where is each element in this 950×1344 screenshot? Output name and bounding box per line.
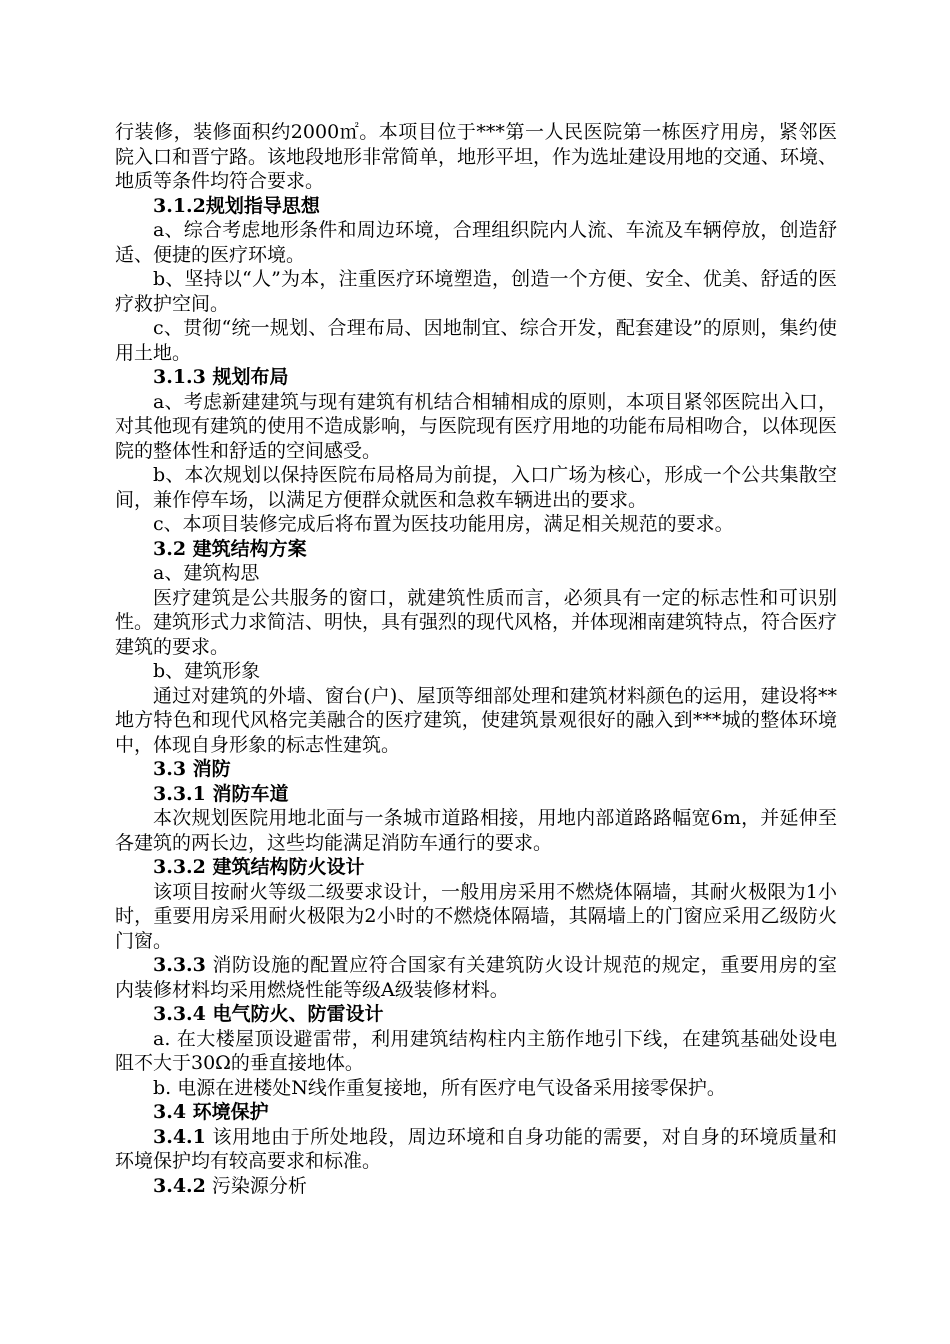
paragraph: a、综合考虑地形条件和周边环境，合理组织院内人流、车流及车辆停放，创造舒适、便捷的医疗环境。 <box>115 219 837 266</box>
paragraph <box>115 1174 837 1199</box>
section-number: 3.4.1 <box>153 1125 206 1148</box>
document-page <box>115 120 837 1198</box>
paragraph: 医疗建筑是公共服务的窗口，就建筑性质而言，必须具有一定的标志性和可识别性。建筑形式力求简洁、明快，具有强烈的现代风格，并体现湘南建筑特点，符合医疗建筑的要求。 <box>115 586 838 658</box>
paragraph: b、坚持以“人”为本，注重医疗环境塑造，创造一个方便、安全、优美、舒适的医疗救护空间。 <box>115 268 837 315</box>
paragraph <box>115 1125 837 1174</box>
paragraph-text: 消防设施的配置应符合国家有关建筑防火设计规范的规定，重要用房的室内装修材料均采用燃烧性能等级A级装修材料。 <box>115 954 837 1001</box>
paragraph-text: 污染源分析 <box>205 1174 307 1197</box>
paragraph: a、考虑新建建筑与现有建筑有机结合相辅相成的原则，本项目紧邻医院出入口，对其他现有建筑的使用不造成影响，与医院现有医疗用地的功能布局相吻合，以体现医院的整体性和舒适的空间感受。 <box>115 390 838 462</box>
section-number: 3.3.3 <box>153 954 206 976</box>
paragraph: b. 电源在进楼处N线作重复接地，所有医疗电气设备采用接零保护。 <box>153 1076 726 1099</box>
paragraph: b、本次规划以保持医院布局格局为前提，入口广场为核心，形成一个公共集散空间，兼作停车场，以满足方便群众就医和急救车辆进出的要求。 <box>115 464 837 511</box>
section-heading: 3.3.2 建筑结构防火设计 <box>153 856 365 878</box>
paragraph: 通过对建筑的外墙、窗台(户)、屋顶等细部处理和建筑材料颜色的运用，建设将**地方特色和现代风格完美融合的医疗建筑，使建筑景观很好的融入到***城的整体环境中，体现自身形象的标志性建筑。 <box>115 684 837 756</box>
paragraph: c、贯彻“统一规划、合理布局、因地制宜、综合开发，配套建设”的原则，集约使用土地。 <box>115 317 837 364</box>
section-heading: 3.3.1 消防车道 <box>153 782 289 805</box>
paragraph: 行装修，装修面积约2000㎡。本项目位于***第一人民医院第一栋医疗用房，紧邻医院入口和晋宁路。该地段地形非常简单，地形平坦，作为选址建设用地的交通、环境、地质等条件均符合要求。 <box>115 121 838 192</box>
section-heading: 3.3 消防 <box>153 758 231 780</box>
sub-item-label: a、建筑构思 <box>153 562 260 584</box>
paragraph: 本次规划医院用地北面与一条城市道路相接，用地内部道路路幅宽6m，并延伸至各建筑的两长边，这些均能满足消防车通行的要求。 <box>115 807 837 854</box>
section-heading: 3.1.3 规划布局 <box>153 366 289 388</box>
section-number: 3.4.2 <box>153 1174 206 1197</box>
section-heading: 3.3.4 电气防火、防雷设计 <box>153 1003 384 1025</box>
section-heading: 3.2 建筑结构方案 <box>153 537 307 560</box>
paragraph <box>115 953 837 1002</box>
paragraph-text: 该用地由于所处地段，周边环境和自身功能的需要，对自身的环境质量和环境保护均有较高要求和标准。 <box>115 1125 837 1172</box>
paragraph: 该项目按耐火等级二级要求设计，一般用房采用不燃烧体隔墙，其耐火极限为1小时，重要用房采用耐火极限为2小时的不燃烧体隔墙，其隔墙上的门窗应采用乙级防火门窗。 <box>115 880 837 952</box>
section-heading: 3.1.2规划指导思想 <box>153 194 320 217</box>
paragraph: a. 在大楼屋顶设避雷带，利用建筑结构柱内主筋作地引下线，在建筑基础处设电阻不大于30Ω的垂直接地体。 <box>115 1027 837 1074</box>
sub-item-label: b、建筑形象 <box>153 660 261 682</box>
paragraph: c、本项目装修完成后将布置为医技功能用房，满足相关规范的要求。 <box>153 513 734 535</box>
section-heading: 3.4 环境保护 <box>153 1101 269 1123</box>
